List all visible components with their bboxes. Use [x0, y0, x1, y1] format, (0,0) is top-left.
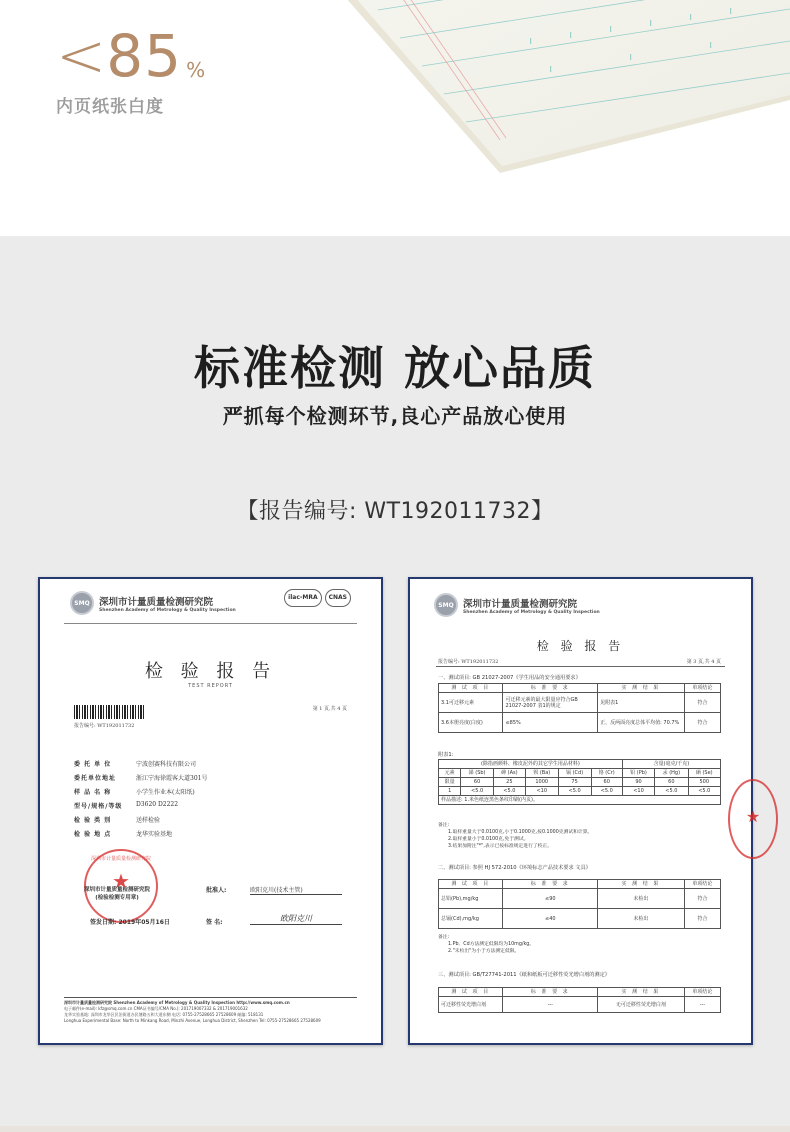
section-1-heading: 一、测试项目: GB 21027-2007《学生用品的安全通用要求》	[438, 675, 581, 681]
section-3-heading: 三、测试项目: GB/T27741-2011《纸和纸板可迁移性荧光增白剂的测定》	[438, 972, 610, 978]
cover-report-number: 报告编号: WT192011732	[74, 723, 135, 729]
institute-header	[70, 591, 236, 615]
report-title: 检 验 报 告	[144, 661, 277, 682]
institute-name: 深圳市计量质量检测研究院	[99, 596, 214, 608]
barcode-image	[74, 705, 144, 719]
header-rule	[436, 666, 725, 667]
sign-label: 签 名:	[206, 919, 223, 926]
table-element-limits	[438, 759, 721, 805]
table-row: 限量 60 25 1000 75 60 90 60 500	[439, 778, 721, 787]
red-seal-stamp: 深圳市计量质量检测研究院 ★	[84, 849, 158, 923]
table-row: 3.1可迁移元素 可迁移元素的最大限量应符合GB 21027-2007 表1的规定 见附表1 符合	[439, 693, 721, 713]
report-results-image	[408, 577, 761, 1045]
table-header-row: 测 试 项 目 标 准 要 求 实 测 结 果 单项结论	[439, 684, 721, 693]
footer-rule	[64, 997, 357, 998]
header-rule	[64, 623, 357, 624]
cnas-icon: CNAS	[325, 589, 351, 607]
table-header-row: 测 试 项 目 标 准 要 求 实 测 结 果 单项结论	[439, 988, 721, 997]
table-row: 可迁移性荧光增白剂 --- 无可迁移性荧光增白剂 ---	[439, 997, 721, 1013]
institute-name-en: Shenzhen Academy of Metrology & Quality Inspection	[99, 607, 236, 613]
brightness-caption: 内页纸张白度	[56, 97, 164, 117]
report-title: 检 验 报 告	[536, 639, 625, 653]
institute-name: 深圳市计量质量检测研究院	[463, 598, 578, 610]
info-client: 委 托 单 位 宁波创赛科技有限公司	[74, 761, 197, 768]
appendix-label: 附表1:	[438, 752, 454, 758]
info-client-address: 委托单位地址 浙江宁海徐霞客大道301号	[74, 775, 208, 782]
institute-header	[434, 593, 600, 617]
results-page-number: 第 3 页,共 4 页	[686, 659, 721, 665]
table-fluorescent-whitener	[438, 987, 721, 1013]
red-seal-stamp: ★	[728, 779, 778, 859]
approver-label: 批准人:	[206, 887, 227, 894]
info-sample-name: 样 品 名 称 小学生作业本(太阳纸)	[74, 789, 195, 796]
section-2-heading: 二、测试项目: 参照 HJ 572-2010《环境标志产品技术要求 文具》	[438, 865, 591, 871]
notes-1: 备注: 1.取样重量大于0.0100克,小于0.1000克,按0.1000克测试和计算。 2.取样重量小于0.0100克,免于测试。 3.结果加附注"*",表示已按标准规定进行了校正。	[438, 823, 593, 849]
table-header-row: 测 试 项 目 标 准 要 求 实 测 结 果 单项结论	[439, 880, 721, 889]
brightness-badge	[56, 21, 206, 117]
info-model: 型号/规格/等级 D3620 D2222	[74, 801, 179, 810]
table-row: 元素 锑 (Sb) 砷 (As) 钡 (Ba) 镉 (Cd) 铬 (Cr) 铅 (Pb) 汞 (Hg) 硒 (Se)	[439, 769, 721, 778]
institute-name-en: Shenzhen Academy of Metrology & Quality Inspection	[463, 609, 600, 615]
bottom-edge	[0, 1126, 790, 1132]
brightness-value: 85	[106, 22, 183, 90]
table-row: 3.6本册亮度(白度) ≤85% 正、反两面亮度总体平均值: 70.7% 符合	[439, 713, 721, 733]
notes-2: 备注: 1.Pb、Cd方法测定低限均为10mg/kg。 2."未检出"为小于方法测定低限。	[438, 935, 535, 954]
table-heavy-metals	[438, 879, 721, 929]
section-title: 标准检测 放心品质	[193, 341, 596, 395]
cover-page-number: 第 1 页,共 4 页	[312, 706, 347, 712]
table-row: 样品描述: 1.米色纸连黑色条纹印刷(内页)。	[439, 796, 721, 805]
table-caption-row: (除指画颜料、橡皮泥外的其它学生用品材料) 含量(毫克/千克)	[439, 760, 721, 769]
cert-logos	[284, 589, 351, 607]
signature: 欧阳克川	[250, 913, 342, 925]
brightness-unit: %	[186, 58, 206, 82]
table-row: 1 <5.0 <5.0 <10 <5.0 <5.0 <10 <5.0 <5.0	[439, 787, 721, 796]
results-report-number: 报告编号: WT192011732	[438, 659, 499, 665]
table-row: 总铅(Pb),mg/kg ≤90 未检出 符合	[439, 889, 721, 909]
section-subtitle: 严抓每个检测环节,良心产品放心使用	[222, 404, 568, 428]
less-than-symbol: <	[56, 21, 107, 91]
issue-date: 签发日期: 2019年05月16日	[90, 919, 170, 926]
report-footer: 深圳市计量质量检测研究院 Shenzhen Academy of Metrology & Quality Inspection http://www.smq.com.cn 电子邮件(e-mail): kfz@smq.com.cn CMA证书编号/CMA No.): 201719007332 & 201719001632 龙华实验基地: 深圳市龙华区民治街道办民塘路五和大道东侧 电话: 0755-27528665 27528609 邮编: 518131 Longhua Experimental Base: North to Minkang Road, Minzhi Avenue, Longhua District, Shenzhen Tel: 0755-27528665 27528609	[64, 1000, 321, 1023]
smq-logo-icon: SMQ	[434, 593, 458, 617]
top-banner	[0, 0, 790, 236]
table-row: 总镉(Cd),mg/kg ≤40 未检出 符合	[439, 909, 721, 929]
ilac-mra-icon: ilac-MRA	[284, 589, 321, 607]
report-number: 【报告编号: WT192011732】	[236, 499, 554, 524]
seal-caption: 深圳市计量质量检测研究院 (检验检测专用章)	[84, 887, 151, 901]
info-test-type: 检 验 类 别 送样检验	[74, 817, 161, 824]
info-test-location: 检 验 地 点 龙华实验基地	[74, 831, 173, 838]
notebook-paper-image	[330, 0, 790, 180]
report-title-en: TEST REPORT	[188, 683, 233, 689]
smq-logo-icon: SMQ	[70, 591, 94, 615]
report-cover-image	[38, 577, 383, 1045]
approver-value: 欧阳克川(技术主管)	[250, 885, 342, 895]
table-migratable-elements	[438, 683, 721, 733]
